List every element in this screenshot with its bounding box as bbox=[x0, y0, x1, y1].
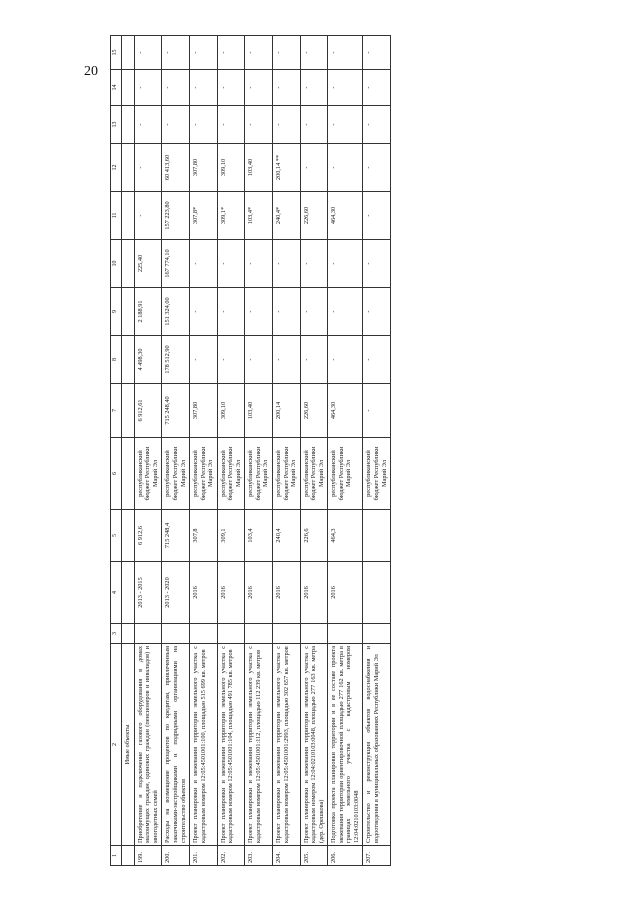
value-col10: - bbox=[328, 240, 363, 288]
column-number: 3 bbox=[111, 624, 122, 644]
col3-cell bbox=[273, 624, 301, 644]
value-col9: - bbox=[217, 288, 245, 336]
years-cell: 2013 - 2020 bbox=[162, 562, 190, 624]
value-col13: - bbox=[134, 106, 162, 144]
funding-source: республиканский бюджет Республики Марий Эл bbox=[363, 438, 391, 510]
value-col9: - bbox=[300, 288, 328, 336]
object-name: Проект планировки и межевания территории земельного участка с кадастровым номером 12:05:4501001:104, площадью 491 785 кв. метров bbox=[217, 644, 245, 846]
row-number: 205. bbox=[300, 846, 328, 866]
value-col15: - bbox=[328, 36, 363, 70]
row-number: 199. bbox=[134, 846, 162, 866]
value-col15: - bbox=[300, 36, 328, 70]
object-name: Подготовка проекта планировки территории и в ее составе проекта межевания территории ориентировочной площадью 277 162 кв. метра в границах земельного участка с кадастровым номером 12:04:0210103:0048 bbox=[328, 644, 363, 846]
funding-source: республиканский бюджет Республики Марий Эл bbox=[134, 438, 162, 510]
value-col13: - bbox=[273, 106, 301, 144]
value-col8: - bbox=[245, 336, 273, 384]
column-number: 15 bbox=[111, 36, 122, 70]
value-col13: - bbox=[190, 106, 218, 144]
value-col7: 307,80 bbox=[190, 384, 218, 438]
value-col12: 200,14 ** bbox=[273, 144, 301, 192]
value-col10: - bbox=[190, 240, 218, 288]
years-cell: 2016 bbox=[300, 562, 328, 624]
column-number: 10 bbox=[111, 240, 122, 288]
value-col13: - bbox=[245, 106, 273, 144]
total-cell bbox=[363, 510, 391, 562]
rotated-table-container bbox=[110, 36, 530, 866]
value-col10: - bbox=[273, 240, 301, 288]
col3-cell bbox=[217, 624, 245, 644]
value-col13: - bbox=[300, 106, 328, 144]
row-number: 203. bbox=[245, 846, 273, 866]
value-col8: 178 512,90 bbox=[162, 336, 190, 384]
column-number-row bbox=[111, 36, 122, 866]
row-number: 207. bbox=[363, 846, 391, 866]
value-col15: - bbox=[190, 36, 218, 70]
value-col7: 6 912,61 bbox=[134, 384, 162, 438]
table-row bbox=[328, 36, 363, 866]
total-cell: 226,6 bbox=[300, 510, 328, 562]
value-col9: - bbox=[245, 288, 273, 336]
value-col11: - bbox=[134, 192, 162, 240]
value-col12: 309,10 bbox=[217, 144, 245, 192]
value-col14: - bbox=[273, 70, 301, 106]
value-col8: - bbox=[273, 336, 301, 384]
value-col8: 4 498,30 bbox=[134, 336, 162, 384]
total-cell: 307,8 bbox=[190, 510, 218, 562]
column-number: 8 bbox=[111, 336, 122, 384]
value-col14: - bbox=[300, 70, 328, 106]
years-cell bbox=[363, 562, 391, 624]
value-col12: - bbox=[134, 144, 162, 192]
object-name: Проект планировки и межевания территории земельного участка с кадастровым номером 12:05:4501001:112, площадью 112 239 кв. метров bbox=[245, 644, 273, 846]
value-col7: 715 248,40 bbox=[162, 384, 190, 438]
table-row bbox=[217, 36, 245, 866]
value-col13: - bbox=[363, 106, 391, 144]
value-col13: - bbox=[162, 106, 190, 144]
value-col14: - bbox=[190, 70, 218, 106]
value-col10: - bbox=[363, 240, 391, 288]
value-col7: 200,14 bbox=[273, 384, 301, 438]
value-col10: 167 774,10 bbox=[162, 240, 190, 288]
years-cell: 2016 bbox=[190, 562, 218, 624]
value-col8: - bbox=[328, 336, 363, 384]
value-col12: 103,40 bbox=[245, 144, 273, 192]
col3-cell bbox=[190, 624, 218, 644]
value-col8: - bbox=[363, 336, 391, 384]
value-col13: - bbox=[328, 106, 363, 144]
object-name: Строительство и реконструкция объектов водоснабжения и водоотведения в муниципальных образованиях Республики Марий Эл bbox=[363, 644, 391, 846]
value-col14: - bbox=[162, 70, 190, 106]
column-number: 14 bbox=[111, 70, 122, 106]
years-cell: 2013 - 2015 bbox=[134, 562, 162, 624]
col3-cell bbox=[328, 624, 363, 644]
funding-source: республиканский бюджет Республики Марий Эл bbox=[273, 438, 301, 510]
value-col12: - bbox=[300, 144, 328, 192]
col3-cell bbox=[134, 624, 162, 644]
column-number: 2 bbox=[111, 644, 122, 846]
table-row bbox=[190, 36, 218, 866]
value-col14: - bbox=[245, 70, 273, 106]
value-col10: - bbox=[217, 240, 245, 288]
value-col12: - bbox=[328, 144, 363, 192]
value-col9: 2 188,91 bbox=[134, 288, 162, 336]
funding-source: республиканский бюджет Республики Марий Эл bbox=[217, 438, 245, 510]
table-row bbox=[363, 36, 391, 866]
value-col9: - bbox=[190, 288, 218, 336]
funding-source: республиканский бюджет Республики Марий Эл bbox=[328, 438, 363, 510]
col3-cell bbox=[245, 624, 273, 644]
value-col11: 464,30 bbox=[328, 192, 363, 240]
funding-source: республиканский бюджет Республики Марий Эл bbox=[300, 438, 328, 510]
section-title: Иные объекты bbox=[122, 644, 135, 846]
value-col10: 225,40 bbox=[134, 240, 162, 288]
total-cell: 6 912,6 bbox=[134, 510, 162, 562]
total-cell: 464,3 bbox=[328, 510, 363, 562]
value-col8: - bbox=[300, 336, 328, 384]
column-number: 1 bbox=[111, 846, 122, 866]
total-cell: 309,1 bbox=[217, 510, 245, 562]
value-col7: - bbox=[363, 384, 391, 438]
table-row bbox=[134, 36, 162, 866]
row-number: 202. bbox=[217, 846, 245, 866]
value-col11: - bbox=[363, 192, 391, 240]
column-number: 12 bbox=[111, 144, 122, 192]
value-col11: 103,4* bbox=[245, 192, 273, 240]
value-col14: - bbox=[217, 70, 245, 106]
table-row bbox=[245, 36, 273, 866]
column-number: 4 bbox=[111, 562, 122, 624]
value-col7: 226,60 bbox=[300, 384, 328, 438]
object-name: Проект планировки и межевания территории земельного участка с кадастровым номером 12:05:4501001:100, площадью 515 699 кв. метров bbox=[190, 644, 218, 846]
value-col11: 309,1* bbox=[217, 192, 245, 240]
funding-source: республиканский бюджет Республики Марий Эл bbox=[162, 438, 190, 510]
value-col9: - bbox=[328, 288, 363, 336]
value-col12: - bbox=[363, 144, 391, 192]
column-number: 5 bbox=[111, 510, 122, 562]
funding-source: республиканский бюджет Республики Марий Эл bbox=[190, 438, 218, 510]
column-number: 11 bbox=[111, 192, 122, 240]
value-col10: - bbox=[300, 240, 328, 288]
column-number: 13 bbox=[111, 106, 122, 144]
page-number: 20 bbox=[84, 64, 98, 79]
object-name: Расходы на возмещение процентов по кредитам, привлеченным заказчиками-застройщиками и подрядными организациями на строительство объектов bbox=[162, 644, 190, 846]
total-cell: 715 248,4 bbox=[162, 510, 190, 562]
value-col15: - bbox=[363, 36, 391, 70]
value-col14: - bbox=[363, 70, 391, 106]
value-col12: 307,80 bbox=[190, 144, 218, 192]
object-name: Приобретение и подключение газового оборудования в домах малоимущих граждан, одиноких граждан (пенсионеров и инвалидов) и многодетных семей bbox=[134, 644, 162, 846]
section-row bbox=[122, 36, 135, 866]
value-col14: - bbox=[134, 70, 162, 106]
row-number: 201. bbox=[190, 846, 218, 866]
value-col15: - bbox=[273, 36, 301, 70]
budget-table bbox=[110, 35, 391, 866]
value-col10: - bbox=[245, 240, 273, 288]
total-cell: 103,4 bbox=[245, 510, 273, 562]
value-col13: - bbox=[217, 106, 245, 144]
row-number: 204. bbox=[273, 846, 301, 866]
value-col15: - bbox=[217, 36, 245, 70]
table-row bbox=[300, 36, 328, 866]
table-row bbox=[162, 36, 190, 866]
value-col7: 103,40 bbox=[245, 384, 273, 438]
value-col7: 464,30 bbox=[328, 384, 363, 438]
value-col8: - bbox=[190, 336, 218, 384]
col3-cell bbox=[162, 624, 190, 644]
col3-cell bbox=[300, 624, 328, 644]
value-col11: 307,8* bbox=[190, 192, 218, 240]
value-col9: 151 324,00 bbox=[162, 288, 190, 336]
value-col15: - bbox=[245, 36, 273, 70]
row-number: 200. bbox=[162, 846, 190, 866]
column-number: 9 bbox=[111, 288, 122, 336]
value-col15: - bbox=[162, 36, 190, 70]
value-col11: 240,4* bbox=[273, 192, 301, 240]
column-number: 7 bbox=[111, 384, 122, 438]
value-col8: - bbox=[217, 336, 245, 384]
row-number: 206. bbox=[328, 846, 363, 866]
object-name: Проект планировки и межевания территории земельного участка с кадастровым номером 12:04:0210103:0048, площадью 277 163 кв. метра (дер. Орешкова) bbox=[300, 644, 328, 846]
value-col15: - bbox=[134, 36, 162, 70]
object-name: Проект планировки и межевания территории земельного участка с кадастровым номером 12:05:4501001:2993, площадью 302 657 кв. метров bbox=[273, 644, 301, 846]
years-cell: 2016 bbox=[217, 562, 245, 624]
value-col9: - bbox=[363, 288, 391, 336]
col3-cell bbox=[363, 624, 391, 644]
value-col9: - bbox=[273, 288, 301, 336]
value-col7: 309,10 bbox=[217, 384, 245, 438]
years-cell: 2016 bbox=[273, 562, 301, 624]
years-cell: 2016 bbox=[245, 562, 273, 624]
value-col12: 60 413,60 bbox=[162, 144, 190, 192]
value-col11: 226,60 bbox=[300, 192, 328, 240]
value-col11: 157 223,80 bbox=[162, 192, 190, 240]
total-cell: 240,4 bbox=[273, 510, 301, 562]
table-row bbox=[273, 36, 301, 866]
funding-source: республиканский бюджет Республики Марий Эл bbox=[245, 438, 273, 510]
years-cell: 2016 bbox=[328, 562, 363, 624]
value-col14: - bbox=[328, 70, 363, 106]
column-number: 6 bbox=[111, 438, 122, 510]
